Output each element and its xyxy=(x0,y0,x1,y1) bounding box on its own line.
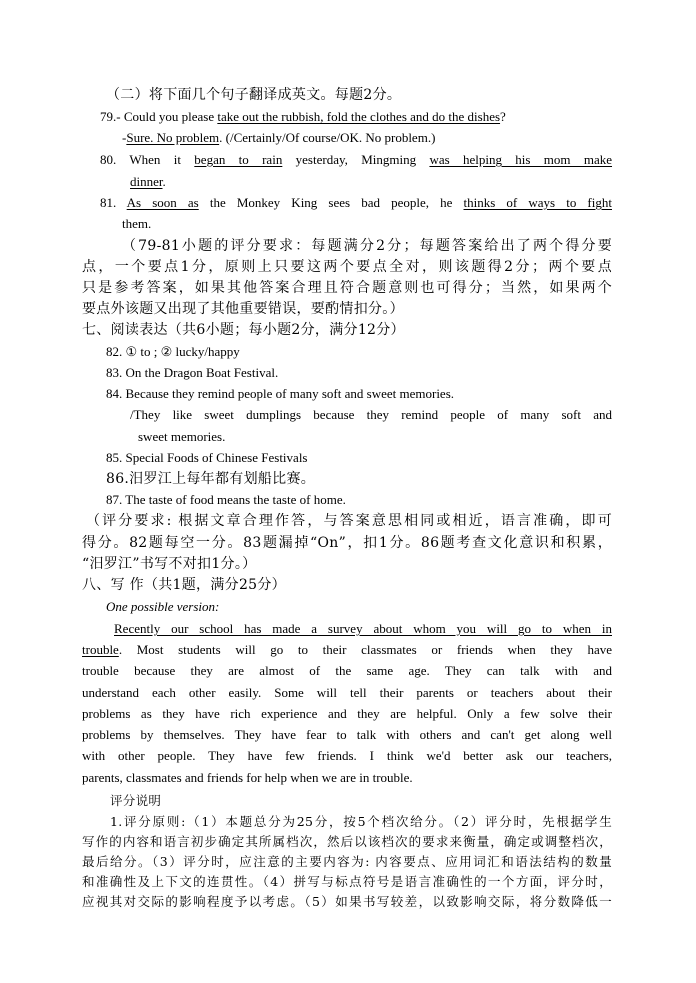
question-80-cont: dinner. xyxy=(130,174,166,189)
question-80: 80. When it began to rain yesterday, Mingming was helping his mom make xyxy=(100,152,613,167)
essay-line: problems by themselves. They have fear to talk with others and can't get along well xyxy=(82,727,612,742)
reading-answer: sweet memories. xyxy=(138,429,226,444)
reading-answer: /They like sweet dumplings because they remind people of many soft and xyxy=(130,407,612,422)
translation-note-line: 要点外该题又出现了其他重要错误，要酌情扣分。） xyxy=(82,301,404,317)
scoring-line: 最后给分。（3）评分时，应注意的主要内容为: 内容要点、应用词汇和语法结构的数量 xyxy=(82,854,612,869)
essay-line: understand each other easily. Some will tell their parents or teachers about their xyxy=(82,685,612,700)
scoring-line: 写作的内容和语言初步确定其所属档次，然后以该档次的要求来衡量，确定或调整档次， xyxy=(82,834,612,849)
reading-answer: 86.汨罗江上每年都有划船比赛。 xyxy=(106,471,316,487)
reading-note-line: 得分。82题每空一分。83题漏掉“On”，扣1分。86题考查文化意识和积累， xyxy=(82,535,612,551)
translation-section-title: （二）将下面几个句子翻译成英文。每题2分。 xyxy=(106,87,402,103)
scoring-line: 应视其对交际的影响程度予以考虑。（5）如果书写较差，以致影响交际，将分数降低一 xyxy=(82,894,612,909)
question-81-cont: them. xyxy=(122,216,152,231)
essay-line: with other people. They have few friends. I think we'd better ask our teachers, xyxy=(82,748,612,763)
scoring-line: 1.评分原则:（1）本题总分为25分，按5个档次给分。（2）评分时，先根据学生 xyxy=(110,814,612,829)
writing-section-title: 八、写 作（共1题，满分25分） xyxy=(82,577,286,593)
scoring-line: 和准确性及上下文的连贯性。（4）拼写与标点符号是语言准确性的一个方面，评分时， xyxy=(82,874,612,889)
reading-section-title: 七、阅读表达（共6小题；每小题2分，满分12分） xyxy=(82,322,405,338)
scoring-title: 评分说明 xyxy=(110,793,162,808)
reading-note-line: （评分要求: 根据文章合理作答，与答案意思相同或相近，语言准确，即可 xyxy=(86,513,612,529)
essay-line: trouble because they are almost of the same age. They can talk with and xyxy=(82,663,612,678)
translation-note-line: 只是参考答案，如果其他答案合理且符合题意则也可得分；当然，如果两个 xyxy=(82,280,612,296)
reading-answer: 85. Special Foods of Chinese Festivals xyxy=(106,450,308,465)
essay-line: trouble. Most students will go to their classmates or friends when they have xyxy=(82,642,612,657)
version-label: One possible version: xyxy=(106,599,220,614)
answer-79: -Sure. No problem. (/Certainly/Of course/OK. No problem.) xyxy=(122,130,436,145)
question-81: 81. As soon as the Monkey King sees bad people, he thinks of ways to fight xyxy=(100,195,612,210)
essay-line: Recently our school has made a survey about whom you will go to when in xyxy=(114,621,612,636)
reading-answer: 84. Because they remind people of many soft and sweet memories. xyxy=(106,386,455,401)
translation-note-line: 点，一个要点1分，原则上只要这两个要点全对，则该题得2分；两个要点 xyxy=(82,259,612,275)
reading-answer: 83. On the Dragon Boat Festival. xyxy=(106,365,279,380)
essay-line: problems as they have rich experience and they are helpful. Only a few solve their xyxy=(82,706,612,721)
question-79: 79.- Could you please take out the rubbish, fold the clothes and do the dishes? xyxy=(100,109,506,124)
reading-answer: 82. ① to ; ② lucky/happy xyxy=(106,344,240,359)
essay-line: parents, classmates and friends for help when we are in trouble. xyxy=(82,770,413,785)
reading-note-line: “汨罗江”书写不对扣1分。） xyxy=(82,556,257,572)
reading-answer: 87. The taste of food means the taste of home. xyxy=(106,492,346,507)
translation-note-line: （79-81小题的评分要求：每题满分2分；每题答案给出了两个得分要 xyxy=(122,238,612,254)
